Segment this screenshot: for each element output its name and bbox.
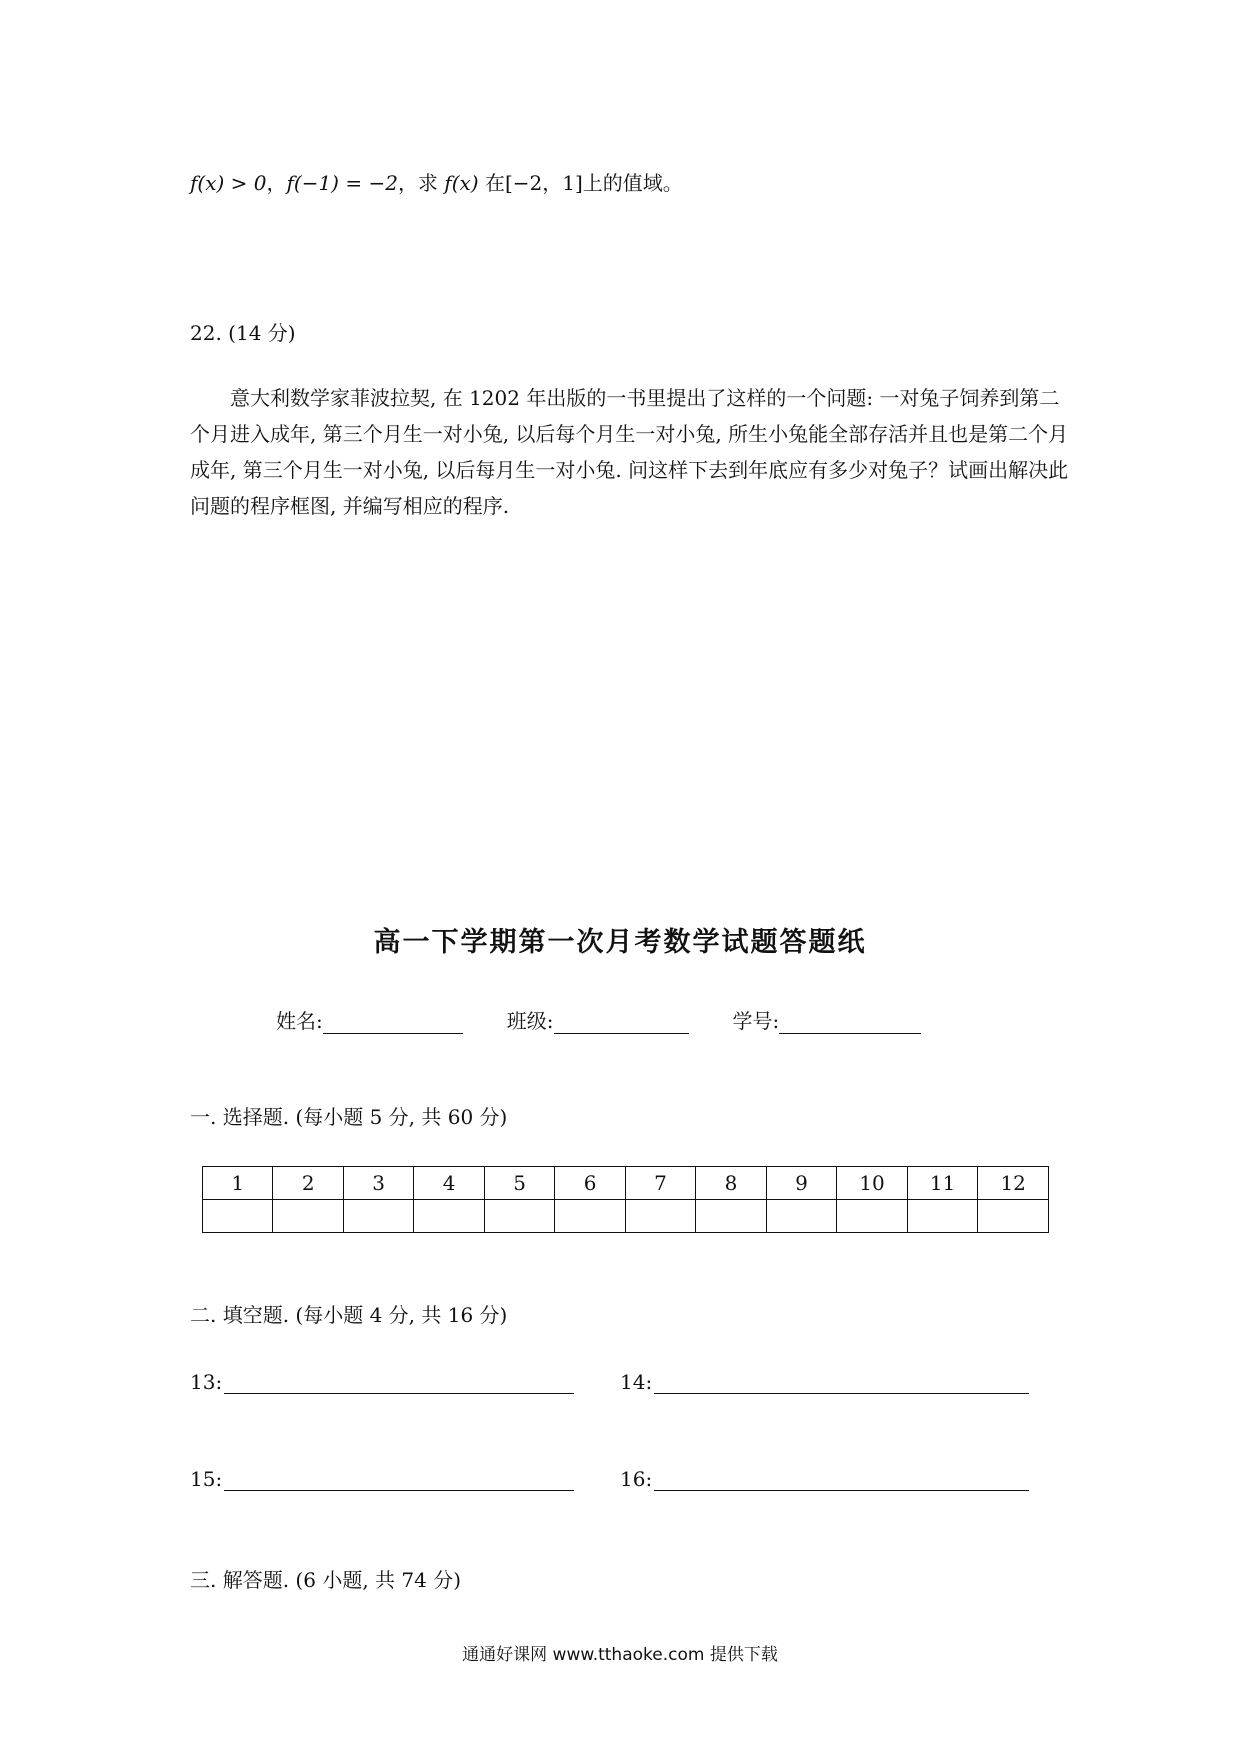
blank-13-field[interactable] xyxy=(224,1373,574,1394)
section3-heading: 三. 解答题. (6 小题, 共 74 分) xyxy=(190,1568,461,1592)
q21-text-1: ，求 xyxy=(397,171,445,195)
question-number-cell: 2 xyxy=(273,1167,343,1200)
q21-expr-1: f(x) > 0 xyxy=(190,171,267,195)
question-number-cell: 7 xyxy=(625,1167,695,1200)
answer-cell[interactable] xyxy=(978,1200,1049,1233)
q22-header: 22. (14 分) xyxy=(190,321,296,345)
blank-16 xyxy=(620,1467,1029,1491)
name-field[interactable] xyxy=(323,1011,463,1034)
blank-label: 13: xyxy=(190,1370,223,1394)
class-field[interactable] xyxy=(554,1011,689,1034)
student-id-field[interactable] xyxy=(779,1011,921,1034)
question-number-cell: 5 xyxy=(484,1167,554,1200)
table-answer-row xyxy=(203,1200,1049,1233)
answer-cell[interactable] xyxy=(203,1200,273,1233)
question-number-cell: 3 xyxy=(343,1167,413,1200)
table-header-row xyxy=(203,1167,1049,1200)
blank-16-field[interactable] xyxy=(654,1470,1029,1491)
blank-14-field[interactable] xyxy=(654,1373,1029,1394)
question-number-cell: 10 xyxy=(837,1167,908,1200)
page-footer: 通通好课网 www.tthaoke.com 提供下载 xyxy=(462,1645,778,1665)
blank-13 xyxy=(190,1370,574,1394)
answer-cell[interactable] xyxy=(555,1200,625,1233)
name-label: 姓名: xyxy=(276,1009,323,1033)
answer-cell[interactable] xyxy=(484,1200,554,1233)
blank-label: 14: xyxy=(620,1370,653,1394)
question-number-cell: 4 xyxy=(414,1167,484,1200)
answer-cell[interactable] xyxy=(343,1200,413,1233)
blank-label: 16: xyxy=(620,1467,653,1491)
blank-15-field[interactable] xyxy=(224,1470,574,1491)
question-number-cell: 1 xyxy=(203,1167,273,1200)
question-number-cell: 12 xyxy=(978,1167,1049,1200)
choice-answer-table xyxy=(202,1166,1049,1233)
question-number-cell: 8 xyxy=(696,1167,766,1200)
id-label: 学号: xyxy=(732,1009,780,1033)
answer-cell[interactable] xyxy=(837,1200,908,1233)
answer-cell[interactable] xyxy=(696,1200,766,1233)
class-label: 班级: xyxy=(506,1009,554,1033)
q21-expr-2: f(−1) = −2 xyxy=(286,171,398,195)
q22-body: 意大利数学家菲波拉契, 在 1202 年出版的一书里提出了这样的一个问题: 一对兔子饲养到第二个月进入成年, 第三个月生一对小兔, 以后每个月生一对小兔, 所生小兔能全部存活并且也是第二个月成年, 第三个月生一对小兔, 以后每月生一对小兔. 问这样下去到年底应有多少对兔子？试画出解决此问题的程序框图, 并编写相应的程序. xyxy=(190,386,1069,518)
answer-cell[interactable] xyxy=(766,1200,836,1233)
q21-text-2: 在 xyxy=(478,171,505,195)
q21-expr-4: [−2，1] xyxy=(504,171,583,195)
answer-cell[interactable] xyxy=(273,1200,343,1233)
blank-label: 15: xyxy=(190,1467,223,1491)
answer-cell[interactable] xyxy=(907,1200,978,1233)
q21-text-3: 上的值域。 xyxy=(582,171,683,195)
answer-cell[interactable] xyxy=(414,1200,484,1233)
question-number-cell: 6 xyxy=(555,1167,625,1200)
answer-cell[interactable] xyxy=(625,1200,695,1233)
q21-sep-1: ， xyxy=(266,171,287,195)
q21-condition-line xyxy=(190,168,683,198)
student-info-row xyxy=(276,1005,921,1034)
answer-sheet-title: 高一下学期第一次月考数学试题答题纸 xyxy=(373,927,867,958)
question-number-cell: 11 xyxy=(907,1167,978,1200)
section2-heading: 二. 填空题. (每小题 4 分, 共 16 分) xyxy=(190,1303,508,1327)
section1-heading: 一. 选择题. (每小题 5 分, 共 60 分) xyxy=(190,1105,508,1129)
blank-15 xyxy=(190,1467,574,1491)
q21-expr-3: f(x) xyxy=(444,171,479,195)
question-number-cell: 9 xyxy=(766,1167,836,1200)
blank-14 xyxy=(620,1370,1029,1394)
